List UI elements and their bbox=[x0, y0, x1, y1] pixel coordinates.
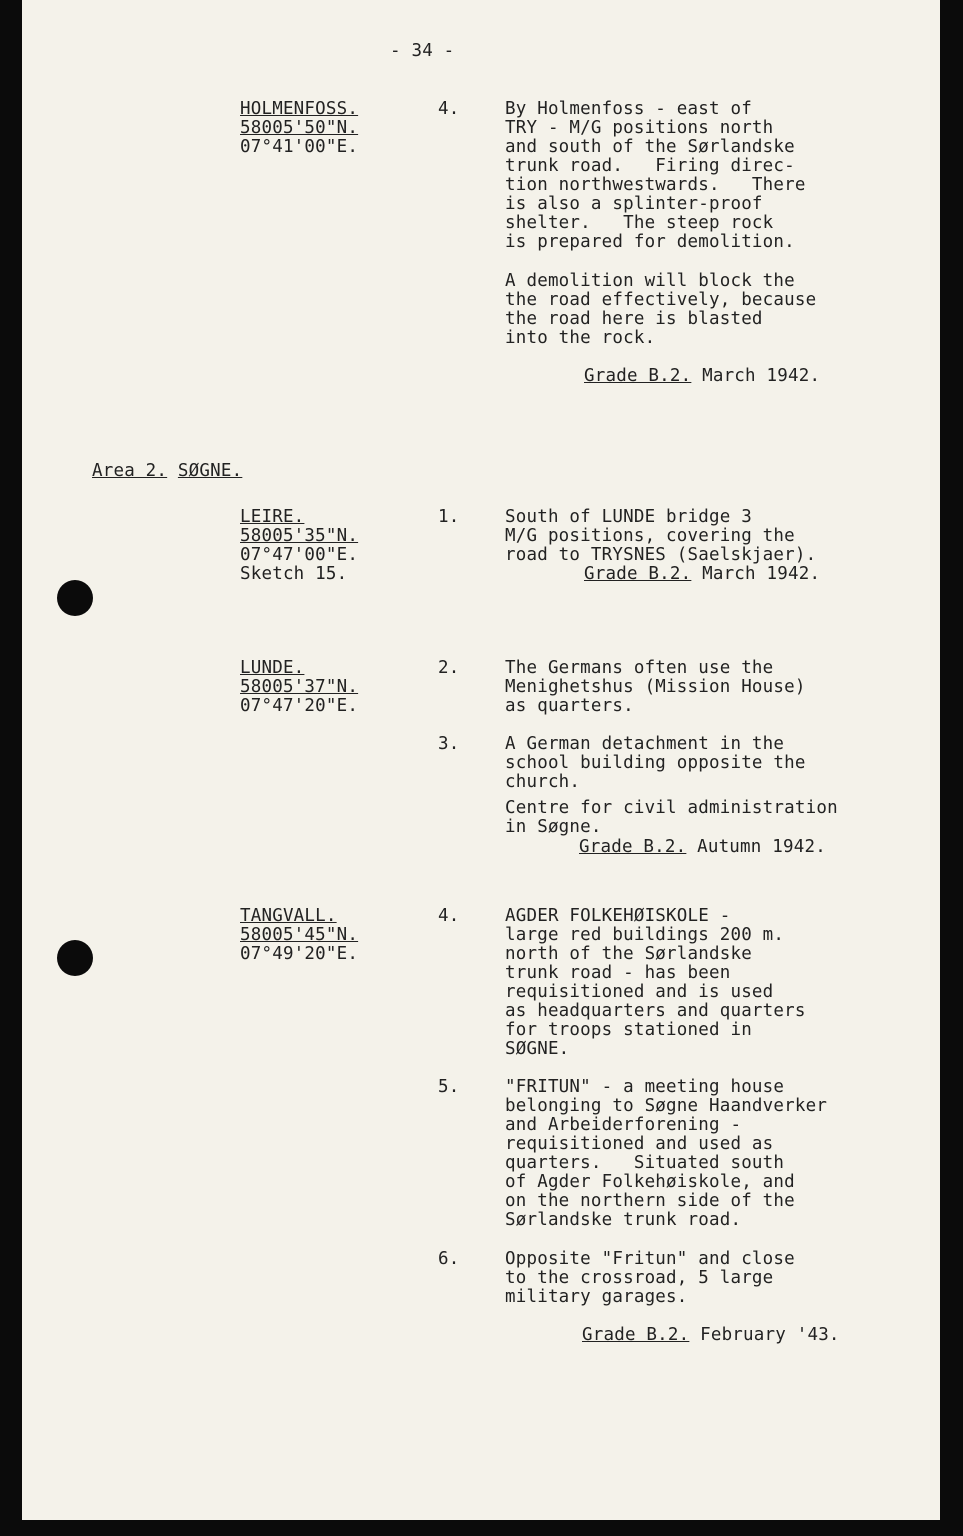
text-line: as quarters. bbox=[505, 696, 634, 716]
entry-extra: Sketch 15. bbox=[240, 564, 348, 584]
text-line: trunk road. Firing direc- bbox=[505, 156, 795, 176]
text-line: road to TRYSNES (Saelskjaer). bbox=[505, 545, 817, 565]
grade-line bbox=[584, 367, 820, 386]
text-line: on the northern side of the bbox=[505, 1191, 795, 1211]
grade-line bbox=[584, 565, 820, 584]
grade-line bbox=[582, 1326, 840, 1345]
text-line: tion northwestwards. There bbox=[505, 175, 806, 195]
grade-code: Grade B.2. bbox=[579, 837, 687, 857]
grade-date: March 1942. bbox=[691, 366, 821, 386]
item-number: 4. bbox=[438, 906, 460, 926]
item-number: 4. bbox=[438, 99, 460, 119]
item-text bbox=[505, 272, 816, 348]
item-text bbox=[505, 1250, 795, 1307]
item-text bbox=[505, 799, 838, 837]
text-line: Sørlandske trunk road. bbox=[505, 1210, 742, 1230]
grade-date: March 1942. bbox=[691, 564, 821, 584]
entry-place: LEIRE. bbox=[240, 507, 305, 527]
text-line: of Agder Folkehøiskole, and bbox=[505, 1172, 795, 1192]
entry-place: LUNDE. bbox=[240, 658, 305, 678]
entry-lon: 07°49'20"E. bbox=[240, 944, 359, 964]
text-line: South of LUNDE bridge 3 bbox=[505, 507, 752, 527]
entry-lon: 07°47'20"E. bbox=[240, 696, 359, 716]
text-line: TRY - M/G positions north bbox=[505, 118, 774, 138]
punch-hole bbox=[57, 940, 93, 976]
grade-line bbox=[579, 838, 826, 857]
text-line: Centre for civil administration bbox=[505, 798, 838, 818]
entry-lat: 58005'45"N. bbox=[240, 925, 359, 945]
text-line: large red buildings 200 m. bbox=[505, 925, 785, 945]
text-line: AGDER FOLKEHØISKOLE - bbox=[505, 906, 731, 926]
item-number: 2. bbox=[438, 658, 460, 678]
text-line: for troops stationed in bbox=[505, 1020, 752, 1040]
grade-code: Grade B.2. bbox=[584, 366, 692, 386]
page-number: - 34 - bbox=[390, 41, 455, 61]
area-heading bbox=[92, 462, 242, 481]
entry-lat: 58005'35"N. bbox=[240, 526, 359, 546]
text-line: military garages. bbox=[505, 1287, 688, 1307]
text-line: in Søgne. bbox=[505, 817, 602, 837]
text-line: school building opposite the bbox=[505, 753, 806, 773]
text-line: By Holmenfoss - east of bbox=[505, 99, 752, 119]
text-line: shelter. The steep rock bbox=[505, 213, 774, 233]
text-line: belonging to Søgne Haandverker bbox=[505, 1096, 828, 1116]
text-line: A German detachment in the bbox=[505, 734, 785, 754]
text-line: and south of the Sørlandske bbox=[505, 137, 795, 157]
grade-date: Autumn 1942. bbox=[686, 837, 826, 857]
text-line: trunk road - has been bbox=[505, 963, 731, 983]
grade-date: February '43. bbox=[689, 1325, 840, 1345]
grade-code: Grade B.2. bbox=[582, 1325, 690, 1345]
text-line: is prepared for demolition. bbox=[505, 232, 795, 252]
entry-place: HOLMENFOSS. bbox=[240, 99, 359, 119]
text-line: into the rock. bbox=[505, 328, 656, 348]
item-text bbox=[505, 659, 806, 716]
item-text bbox=[505, 100, 806, 252]
text-line: requisitioned and used as bbox=[505, 1134, 774, 1154]
item-number: 3. bbox=[438, 734, 460, 754]
item-text bbox=[505, 735, 806, 792]
entry-lon: 07°47'00"E. bbox=[240, 545, 359, 565]
text-line: quarters. Situated south bbox=[505, 1153, 785, 1173]
grade-code: Grade B.2. bbox=[584, 564, 692, 584]
punch-hole bbox=[57, 580, 93, 616]
item-text bbox=[505, 1078, 827, 1230]
text-line: to the crossroad, 5 large bbox=[505, 1268, 774, 1288]
text-line: and Arbeiderforening - bbox=[505, 1115, 742, 1135]
text-line: A demolition will block the bbox=[505, 271, 795, 291]
text-line: church. bbox=[505, 772, 581, 792]
text-line: Opposite "Fritun" and close bbox=[505, 1249, 795, 1269]
entry-lat: 58005'50"N. bbox=[240, 118, 359, 138]
text-line: the road here is blasted bbox=[505, 309, 763, 329]
text-line: the road effectively, because bbox=[505, 290, 817, 310]
item-number: 6. bbox=[438, 1249, 460, 1269]
item-text bbox=[505, 907, 806, 1059]
text-line: "FRITUN" - a meeting house bbox=[505, 1077, 785, 1097]
text-line: north of the Sørlandske bbox=[505, 944, 752, 964]
document-page bbox=[22, 0, 940, 1520]
item-number: 1. bbox=[438, 507, 460, 527]
text-line: SØGNE. bbox=[505, 1039, 570, 1059]
text-line: M/G positions, covering the bbox=[505, 526, 795, 546]
text-line: is also a splinter-proof bbox=[505, 194, 763, 214]
text-line: requisitioned and is used bbox=[505, 982, 774, 1002]
area-prefix: Area 2. bbox=[92, 461, 168, 481]
entry-lat: 58005'37"N. bbox=[240, 677, 359, 697]
entry-place: TANGVALL. bbox=[240, 906, 337, 926]
entry-lon: 07°41'00"E. bbox=[240, 137, 359, 157]
text-line: as headquarters and quarters bbox=[505, 1001, 806, 1021]
text-line: Menighetshus (Mission House) bbox=[505, 677, 806, 697]
text-line: The Germans often use the bbox=[505, 658, 774, 678]
item-text bbox=[505, 508, 816, 565]
area-name: SØGNE. bbox=[177, 461, 243, 481]
item-number: 5. bbox=[438, 1077, 460, 1097]
